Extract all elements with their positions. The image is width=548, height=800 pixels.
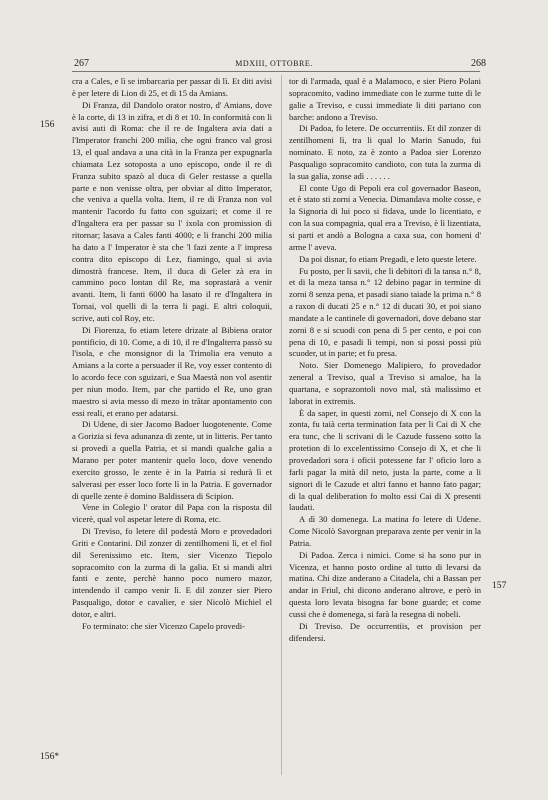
paragraph: cra a Cales, e lì se imbarcaria per passar di lì. Et diti avisi è per letere di Lion di 25, et di 15 da Amians. xyxy=(72,76,272,98)
running-title: MDXIII, OTTOBRE. xyxy=(235,59,313,68)
paragraph: Fu posto, per li savii, che li debitori di la tansa n.° 8, et di la meza tansa n.° 12 debino pagar in termine di zorni 8 senza pena, et pasadi siano taiade la prima n.° 8 a raxon di ducati 25 e n.° 12 di ducati 30, et poi siano mandate a le cantinele di governadori, dove debano star zorni 8 e si scuodi con pena di 5 per cento, e poi con pena di 10, e pasadi li tempi, non si possi possi più scuoder, ut in parte; et fu presa. xyxy=(289,265,481,359)
paragraph: Di Treviso. De occurrentiis, et provision per difendersi. xyxy=(289,620,481,643)
paragraph: Di Fiorenza, fo etiam letere drizate al Bibiena orator pontificio, di 10. Come, a di 10, il re d'Ingalterra passò su l'isola, e che monsignor di la Trimolia era venuto a Amians a la corte a persuader il Re, voy esser contento di lo acordo fece con sguizari, e Sua Maestà non vol asentir per niun modo. Item, par che partido el Re, uno gran maestro si avia messo di mezo in trătar apontamento con essi reali, et erano per adatarsi. xyxy=(72,324,272,418)
paragraph: tor di l'armada, qual è a Malamoco, e sier Piero Polani sopracomito, vadino immediate con le zurme tutte di le galie a Treviso, e cussi immediate li diti partano con barche: andono a Treviso. xyxy=(289,76,481,122)
paragraph: Di Padoa. Zerca i nimici. Come si ha sono pur in Vicenza, et hanno posto ordine al tutto di levarsi da matina. Chi dize anderano a Citadela, chi a Bassan per andar in Friul, chi dicono anderano altrove, e però in questa loro levata bisogna far bone guarde; et come cussi che è domenega, si farà la resegna di nobeli. xyxy=(289,549,481,619)
column-divider xyxy=(281,75,282,775)
running-header xyxy=(0,58,548,72)
right-column xyxy=(289,76,481,645)
paragraph: Di Franza, dil Dandolo orator nostro, d' Amians, dove è la corte, di 13 in zifra, et di 8 et 10. In conformità con li avisi auti di Roma: che il re de Ingaltera avia dati a l'Imperator franchi 200 milia, che ogni franco val grosi 13, el qual andava a una cità in la Franza per expugnarla chiamata Lez sotoposta a uno episcopo, onde il re di Franza subito spazò al duca di Geler restasse a quella parte e non venisse oltra, per obviar al ditto Imperator, che veniva a quella volta. Item, il re di Franza non vol mantenir l'acordo fu fatto con sguizari; et come il re d'Ingaltera era per passar su l' ixola con promission di ritornar; lasava a Cales fanti 4000; e li franchi 200 milia ha dato a l' Imperator è sta che 'l fazi zente a l' impresa contra dito episcopo di Lez, fiamingo, qual si avia dimostrà francese. Item, il duca di Geler zà era in cammino poco lontan dil Re, ma soprastarà a venir avanti. Item, li fanti 6000 ha lasato il re d'Ingaltera in Tornai, vol quelli di la terra li pagi. E altri coloquii, scrive, auti col Roy, etc. xyxy=(72,99,272,323)
header-rule xyxy=(72,71,480,72)
paragraph: El conte Ugo di Pepoli era col governador Baseon, et è stato sti zorni a Venecia. Dimandava molte cosse, e la Signoria di lui poco si fidava, unde lo licentiato, e con la sua compagnia, qual era a Treviso, è lì lizentiata, si parti et andò a Bologna a caxa sua, con homeni d' arme l' aveva. xyxy=(289,182,481,252)
paragraph: È da saper, in questi zorni, nel Consejo di X con la zonta, fu taià certa termination fata per li Cai di X che era tunc, che li scrivani di le Cazude fusseno sotto la protetion di lo excelentissimo Consejo di X, et che li provedadori sora i oficii potessene far l' oficio loro a farli pagar la mità dil neto, justa la parte, come a li signori di le Cazude et altri fanno et hanno fato pagar; di la qual deliberation fo molto essi Cai di X presenti laudati. xyxy=(289,407,481,513)
paragraph: Di Padoa, fo letere. De occurrentiis. Et dil zonzer di zentilhomeni lì, tra li qual lo Marin Sanudo, fui nominato. E noto, za è zonto a Padoa sier Lorenzo Pasqualigo sopracomito candioto, con tuta la zurma di la sua galia, zonse adì . . . . . . xyxy=(289,123,481,181)
paragraph: Fo terminato: che sier Vicenzo Capelo provedi- xyxy=(82,620,246,631)
margin-number-156: 156 xyxy=(40,119,55,130)
right-page-number: 268 xyxy=(471,58,486,69)
paragraph: Di Treviso, fo letere dil podestà Moro e provedadori Griti e Contarini. Dil zonzer di zentilhomeni lì, et el fiol dil Serenissimo etc. Item, sier Vicenzo Tiepolo sopracomito con la zurma di la galia. Et si mandi altri fanti e zente, perchè hanno poco numero mazor, intendendo il campo venir lì. E dil zonzer sier Piero Pasqualigo, dotor e cavalier, e sier Nicolò Michiel el dotor, e altri. xyxy=(72,526,272,619)
paragraph: Vene in Colegio l' orator dil Papa con la risposta dil vicerè, qual vol aspetar letere di Roma, etc. xyxy=(72,502,272,525)
paragraph: A dì 30 domenega. La matina fo letere di Udene. Come Nicolò Savorgnan preparava zente per venir in la Patria. xyxy=(289,514,481,548)
paragraph: Noto. Sier Domenego Malipiero, fo provedador zeneral a Treviso, qual a Treviso si amaloe, ha la quartana, e soprazontoli novo mal, stà malissimo et laborat in extremis. xyxy=(289,360,481,406)
left-page-number: 267 xyxy=(74,58,89,69)
margin-number-157: 157 xyxy=(492,580,507,591)
paragraph: Di Udene, di sier Jacomo Badoer luogotenente. Come a Gorizia si feva adunanza di zente, ut in litteris. Per tanto si provedi a quella Patria, et si mandi qualche galia a Marano per poter mantenir quelo loco, dove venendo exercito grosso, le zente è in la Patria si redurà lì et salverasi per esser loco forte lì in la Patria. E governador di quelle zente è domino Baldissera di Scipion. xyxy=(72,419,272,501)
margin-number-156-star: 156* xyxy=(40,751,60,762)
paragraph: Da poi disnar, fo etiam Pregadi, e leto queste letere. xyxy=(299,253,477,264)
left-column xyxy=(72,76,272,633)
